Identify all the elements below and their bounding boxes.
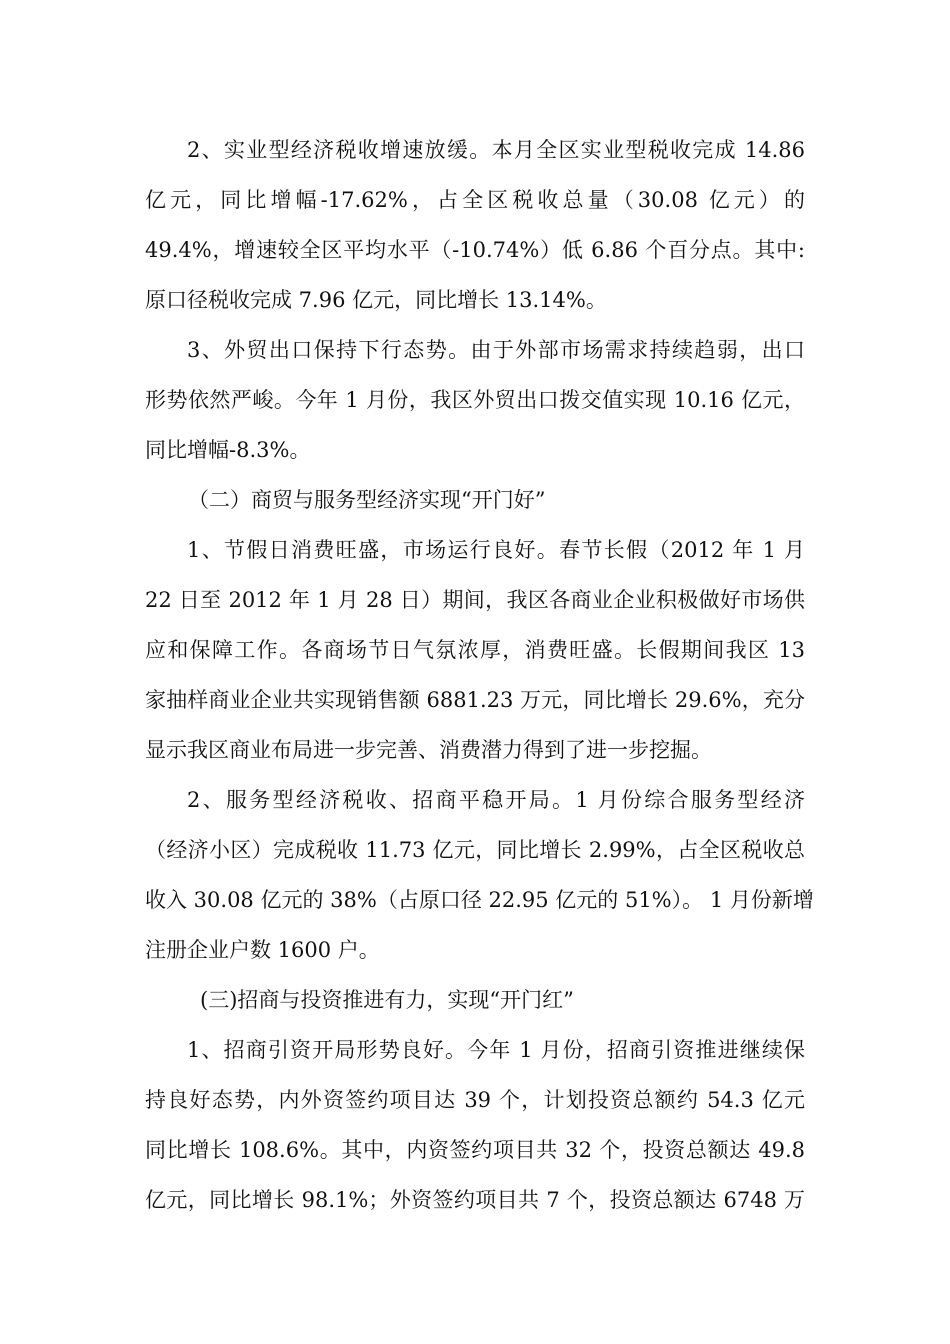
paragraph-line: 收入 30.08 亿元的 38%（占原口径 22.95 亿元的 51%）。 1 月份新增 [145,888,814,912]
paragraph-line: （经济小区）完成税收 11.73 亿元，同比增长 2.99%，占全区税收总 [145,838,805,862]
paragraph-line: 2、服务型经济税收、招商平稳开局。1 月份综合服务型经济 [187,788,805,812]
paragraph-line: 原口径税收完成 7.96 亿元，同比增长 13.14%。 [145,288,607,312]
paragraph-line: 亿元，同比增幅-17.62%，占全区税收总量（30.08 亿元）的 [145,188,805,212]
paragraph-line: 形势依然严峻。今年 1 月份，我区外贸出口拨交值实现 10.16 亿元， [145,388,805,412]
section-heading: （二）商贸与服务型经济实现“开门好” [188,488,546,512]
paragraph-line: 1、节假日消费旺盛，市场运行良好。春节长假（2012 年 1 月 [187,538,805,562]
paragraph-line: 1、招商引资开局形势良好。今年 1 月份，招商引资推进继续保 [187,1038,805,1062]
paragraph-line: 持良好态势，内外资签约项目达 39 个，计划投资总额约 54.3 亿元 [145,1088,805,1112]
paragraph-line: 同比增幅-8.3%。 [145,438,311,462]
paragraph-line: 22 日至 2012 年 1 月 28 日）期间，我区各商业企业积极做好市场供 [145,588,805,612]
paragraph-line: 显示我区商业布局进一步完善、消费潜力得到了进一步挖掘。 [145,738,712,762]
section-heading: (三)招商与投资推进有力，实现“开门红” [200,988,574,1012]
paragraph-line: 3、外贸出口保持下行态势。由于外部市场需求持续趋弱，出口 [187,338,805,362]
paragraph-line: 注册企业户数 1600 户。 [145,938,380,962]
paragraph-line: 同比增长 108.6%。其中，内资签约项目共 32 个，投资总额达 49.8 [145,1138,805,1162]
paragraph-line: 家抽样商业企业共实现销售额 6881.23 万元，同比增长 29.6%，充分 [145,688,805,712]
paragraph-line: 49.4%，增速较全区平均水平（-10.74%）低 6.86 个百分点。其中: [145,238,805,262]
paragraph-line: 2、实业型经济税收增速放缓。本月全区实业型税收完成 14.86 [187,138,805,162]
paragraph-line: 应和保障工作。各商场节日气氛浓厚，消费旺盛。长假期间我区 13 [145,638,805,662]
paragraph-line: 亿元，同比增长 98.1%；外资签约项目共 7 个，投资总额达 6748 万 [145,1188,805,1212]
